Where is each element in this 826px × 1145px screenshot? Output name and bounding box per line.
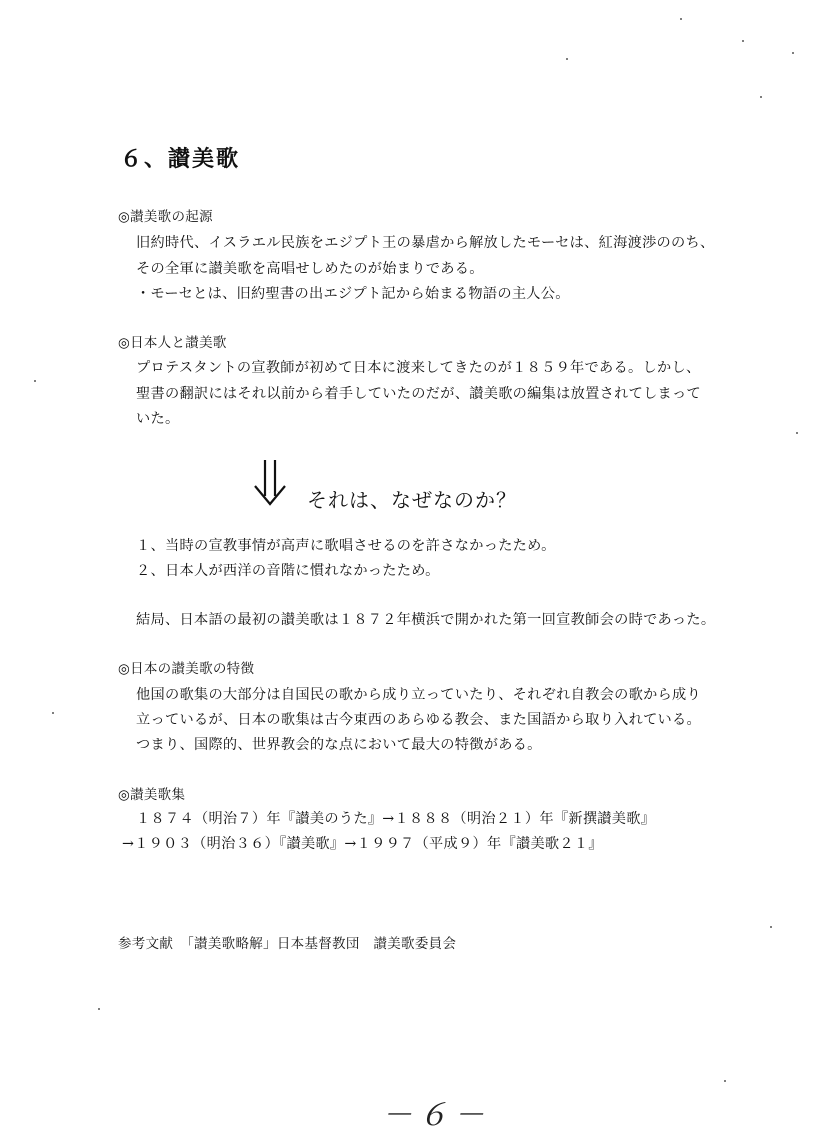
scan-speck bbox=[742, 40, 744, 42]
page-number: －６－ bbox=[382, 1098, 490, 1133]
hymnal-timeline-line-2: →１９０３（明治３６）『讃美歌』→１９９７（平成９）年『讃美歌２１』 bbox=[122, 836, 603, 852]
reference-citation: 参考文献 「讃美歌略解」日本基督教団 讃美歌委員会 bbox=[118, 936, 457, 952]
page-title: ６、讃美歌 bbox=[120, 147, 241, 172]
scan-speck bbox=[792, 52, 794, 54]
scan-speck bbox=[34, 380, 36, 382]
features-text-line-3: つまり、国際的、世界教会的な点において最大の特徴がある。 bbox=[136, 737, 542, 753]
scan-speck bbox=[52, 712, 54, 714]
japanese-text-line-1: プロテスタントの宣教師が初めて日本に渡来してきたのが１８５９年である。しかし、 bbox=[136, 360, 701, 376]
scan-speck bbox=[98, 1008, 100, 1010]
section-heading-hymnals: ◎讃美歌集 bbox=[118, 787, 186, 803]
section-heading-japanese: ◎日本人と讃美歌 bbox=[118, 335, 227, 351]
question-text: それは、なぜなのか？ bbox=[307, 488, 517, 512]
scan-speck bbox=[796, 432, 798, 434]
features-text-line-2: 立っているが、日本の歌集は古今東西のあらゆる教会、また国語から取り入れている。 bbox=[136, 712, 702, 728]
reason-item-1: １、当時の宣教事情が高声に歌唱させるのを許さなかったため。 bbox=[136, 538, 556, 554]
scan-speck bbox=[724, 1080, 726, 1082]
scan-speck bbox=[770, 926, 772, 928]
section-heading-features: ◎日本の讃美歌の特徴 bbox=[118, 661, 255, 677]
conclusion-text: 結局、日本語の最初の讃美歌は１８７２年横浜で開かれた第一回宣教師会の時であった。 bbox=[136, 612, 716, 628]
origin-text-line-1: 旧約時代、イスラエル民族をエジプト王の暴虐から解放したモーセは、紅海渡渉ののち、 bbox=[136, 235, 715, 251]
down-double-arrow-icon bbox=[252, 458, 288, 506]
scan-speck bbox=[566, 58, 568, 60]
features-text-line-1: 他国の歌集の大部分は自国民の歌から成り立っていたり、それぞれ自教会の歌から成り bbox=[136, 687, 702, 703]
reason-item-2: ２、日本人が西洋の音階に慣れなかったため。 bbox=[136, 563, 440, 579]
japanese-text-line-2: 聖書の翻訳にはそれ以前から着手していたのだが、讃美歌の編集は放置されてしまって bbox=[136, 386, 702, 402]
scan-speck bbox=[760, 96, 762, 98]
section-heading-origin: ◎讃美歌の起源 bbox=[118, 209, 213, 225]
japanese-text-line-3: いた。 bbox=[136, 411, 180, 427]
origin-text-line-2: その全軍に讃美歌を高唱せしめたのが始まりである。 bbox=[136, 261, 484, 277]
origin-note: ・モーセとは、旧約聖書の出エジプト記から始まる物語の主人公。 bbox=[136, 286, 570, 302]
hymnal-timeline-line-1: １８７４（明治７）年『讃美のうた』→１８８８（明治２１）年『新撰讃美歌』 bbox=[136, 811, 656, 827]
scan-speck bbox=[680, 18, 682, 20]
